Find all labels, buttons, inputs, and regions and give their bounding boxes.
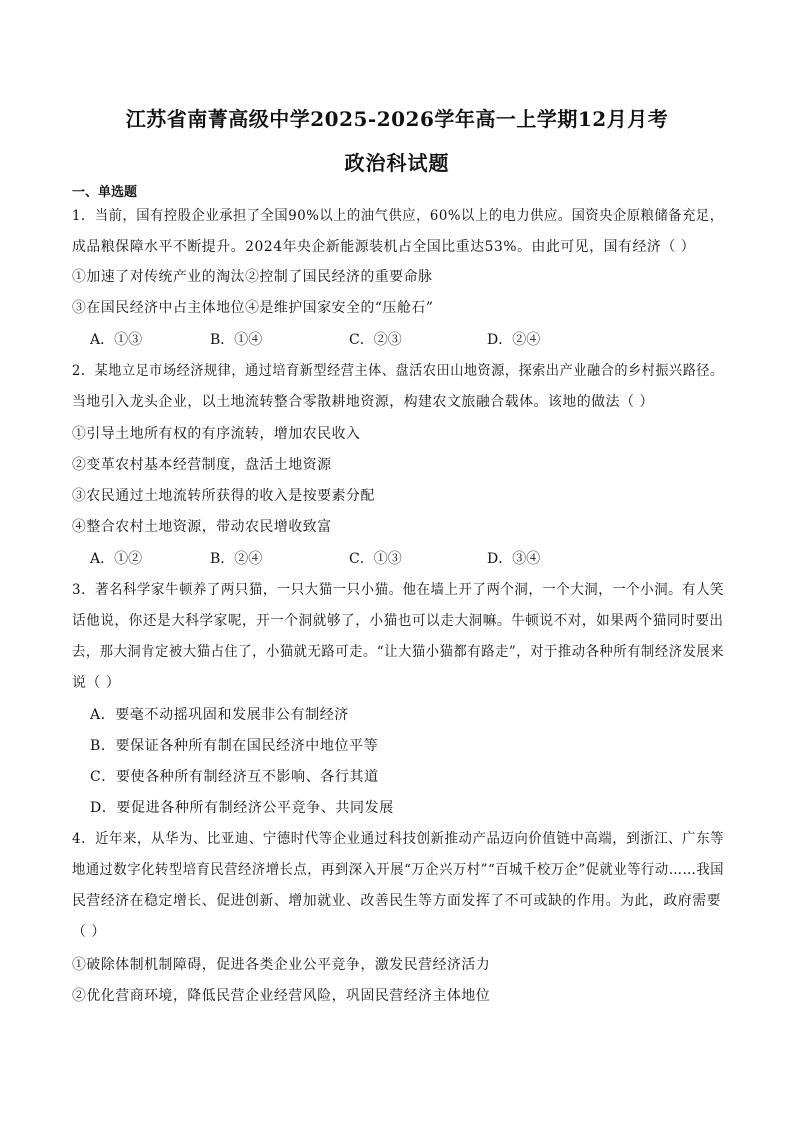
q1-statement-2: ③在国民经济中占主体地位④是维护国家安全的“压舱石”	[72, 300, 434, 316]
q3-stem-line-4: 说（ ）	[72, 675, 121, 691]
q2-option-b[interactable]: B．②④	[210, 551, 263, 567]
q2-option-a[interactable]: A．①②	[90, 551, 143, 567]
q2-stem-line-2: 当地引入龙头企业，以土地流转整合零散耕地资源，构建农文旅融合载体。该地的做法（ ）	[72, 394, 654, 410]
q3-option-b[interactable]: B．要保证各种所有制在国民经济中地位平等	[90, 738, 379, 754]
q2-option-d[interactable]: D．③④	[487, 551, 541, 567]
exam-title: 江苏省南菁高级中学2025-2026学年高一上学期12月月考	[125, 107, 669, 131]
q2-option-c[interactable]: C．①③	[349, 551, 402, 567]
exam-subtitle: 政治科试题	[344, 151, 450, 175]
q1-option-b[interactable]: B．①④	[210, 332, 263, 348]
q1-option-a[interactable]: A．①③	[90, 332, 143, 348]
q2-statement-1: ①引导土地所有权的有序流转，增加农民收入	[72, 426, 361, 442]
q1-statement-1: ①加速了对传统产业的淘汰②控制了国民经济的重要命脉	[72, 269, 433, 285]
q3-stem-line-1: 3．著名科学家牛顿养了两只猫，一只大猫一只小猫。他在墙上开了两个洞，一个大洞，一个小洞。有人笑	[72, 582, 725, 598]
q2-statement-3: ③农民通过土地流转所获得的收入是按要素分配	[72, 488, 375, 504]
q4-stem-line-4: （ ）	[72, 924, 106, 940]
q1-stem-line-1: 1．当前，国有控股企业承担了全国90%以上的油气供应，60%以上的电力供应。国资央企原粮储备充足，	[72, 208, 724, 224]
q1-stem-line-2: 成品粮保障水平不断提升。2024年央企新能源装机占全国比重达53%。由此可见，国有经济（ ）	[72, 239, 696, 255]
q2-stem-line-1: 2．某地立足市场经济规律，通过培育新型经营主体、盘活农田山地资源，探索出产业融合的乡村振兴路径。	[72, 363, 724, 379]
q4-stem-line-2: 地通过数字化转型培育民营经济增长点，再到深入开展“万企兴万村”“百城千校万企”促就业等行动……我国	[72, 862, 725, 878]
section-heading: 一、单选题	[72, 185, 138, 200]
q2-statement-2: ②变革农村基本经营制度，盘活土地资源	[72, 457, 332, 473]
q3-stem-line-3: 去，那大洞肯定被大猫占住了，小猫就无路可走。“让大猫小猫都有路走”，对于推动各种所有制经济发展来	[72, 644, 725, 660]
q3-option-c[interactable]: C．要使各种所有制经济互不影响、各行其道	[90, 769, 379, 785]
q1-option-d[interactable]: D．②④	[487, 332, 541, 348]
q4-statement-1: ①破除体制机制障碍，促进各类企业公平竞争，激发民营经济活力	[72, 957, 491, 973]
q1-option-c[interactable]: C．②③	[349, 332, 402, 348]
q2-statement-4: ④整合农村土地资源，带动农民增收致富	[72, 519, 332, 535]
q4-stem-line-3: 民营经济在稳定增长、促进创新、增加就业、改善民生等方面发挥了不可或缺的作用。为此，政府需要	[72, 893, 722, 909]
q3-stem-line-2: 话他说，你还是大科学家呢，开一个洞就够了，小猫也可以走大洞嘛。牛顿说不对，如果两个猫同时要出	[72, 613, 724, 629]
q4-stem-line-1: 4．近年来，从华为、比亚迪、宁德时代等企业通过科技创新推动产品迈向价值链中高端，到浙江、广东等	[72, 831, 725, 847]
q3-option-a[interactable]: A．要毫不动摇巩固和发展非公有制经济	[90, 707, 349, 723]
q4-statement-2: ②优化营商环境，降低民营企业经营风险，巩固民营经济主体地位	[72, 988, 491, 1004]
q3-option-d[interactable]: D．要促进各种所有制经济公平竞争、共同发展	[90, 800, 394, 816]
